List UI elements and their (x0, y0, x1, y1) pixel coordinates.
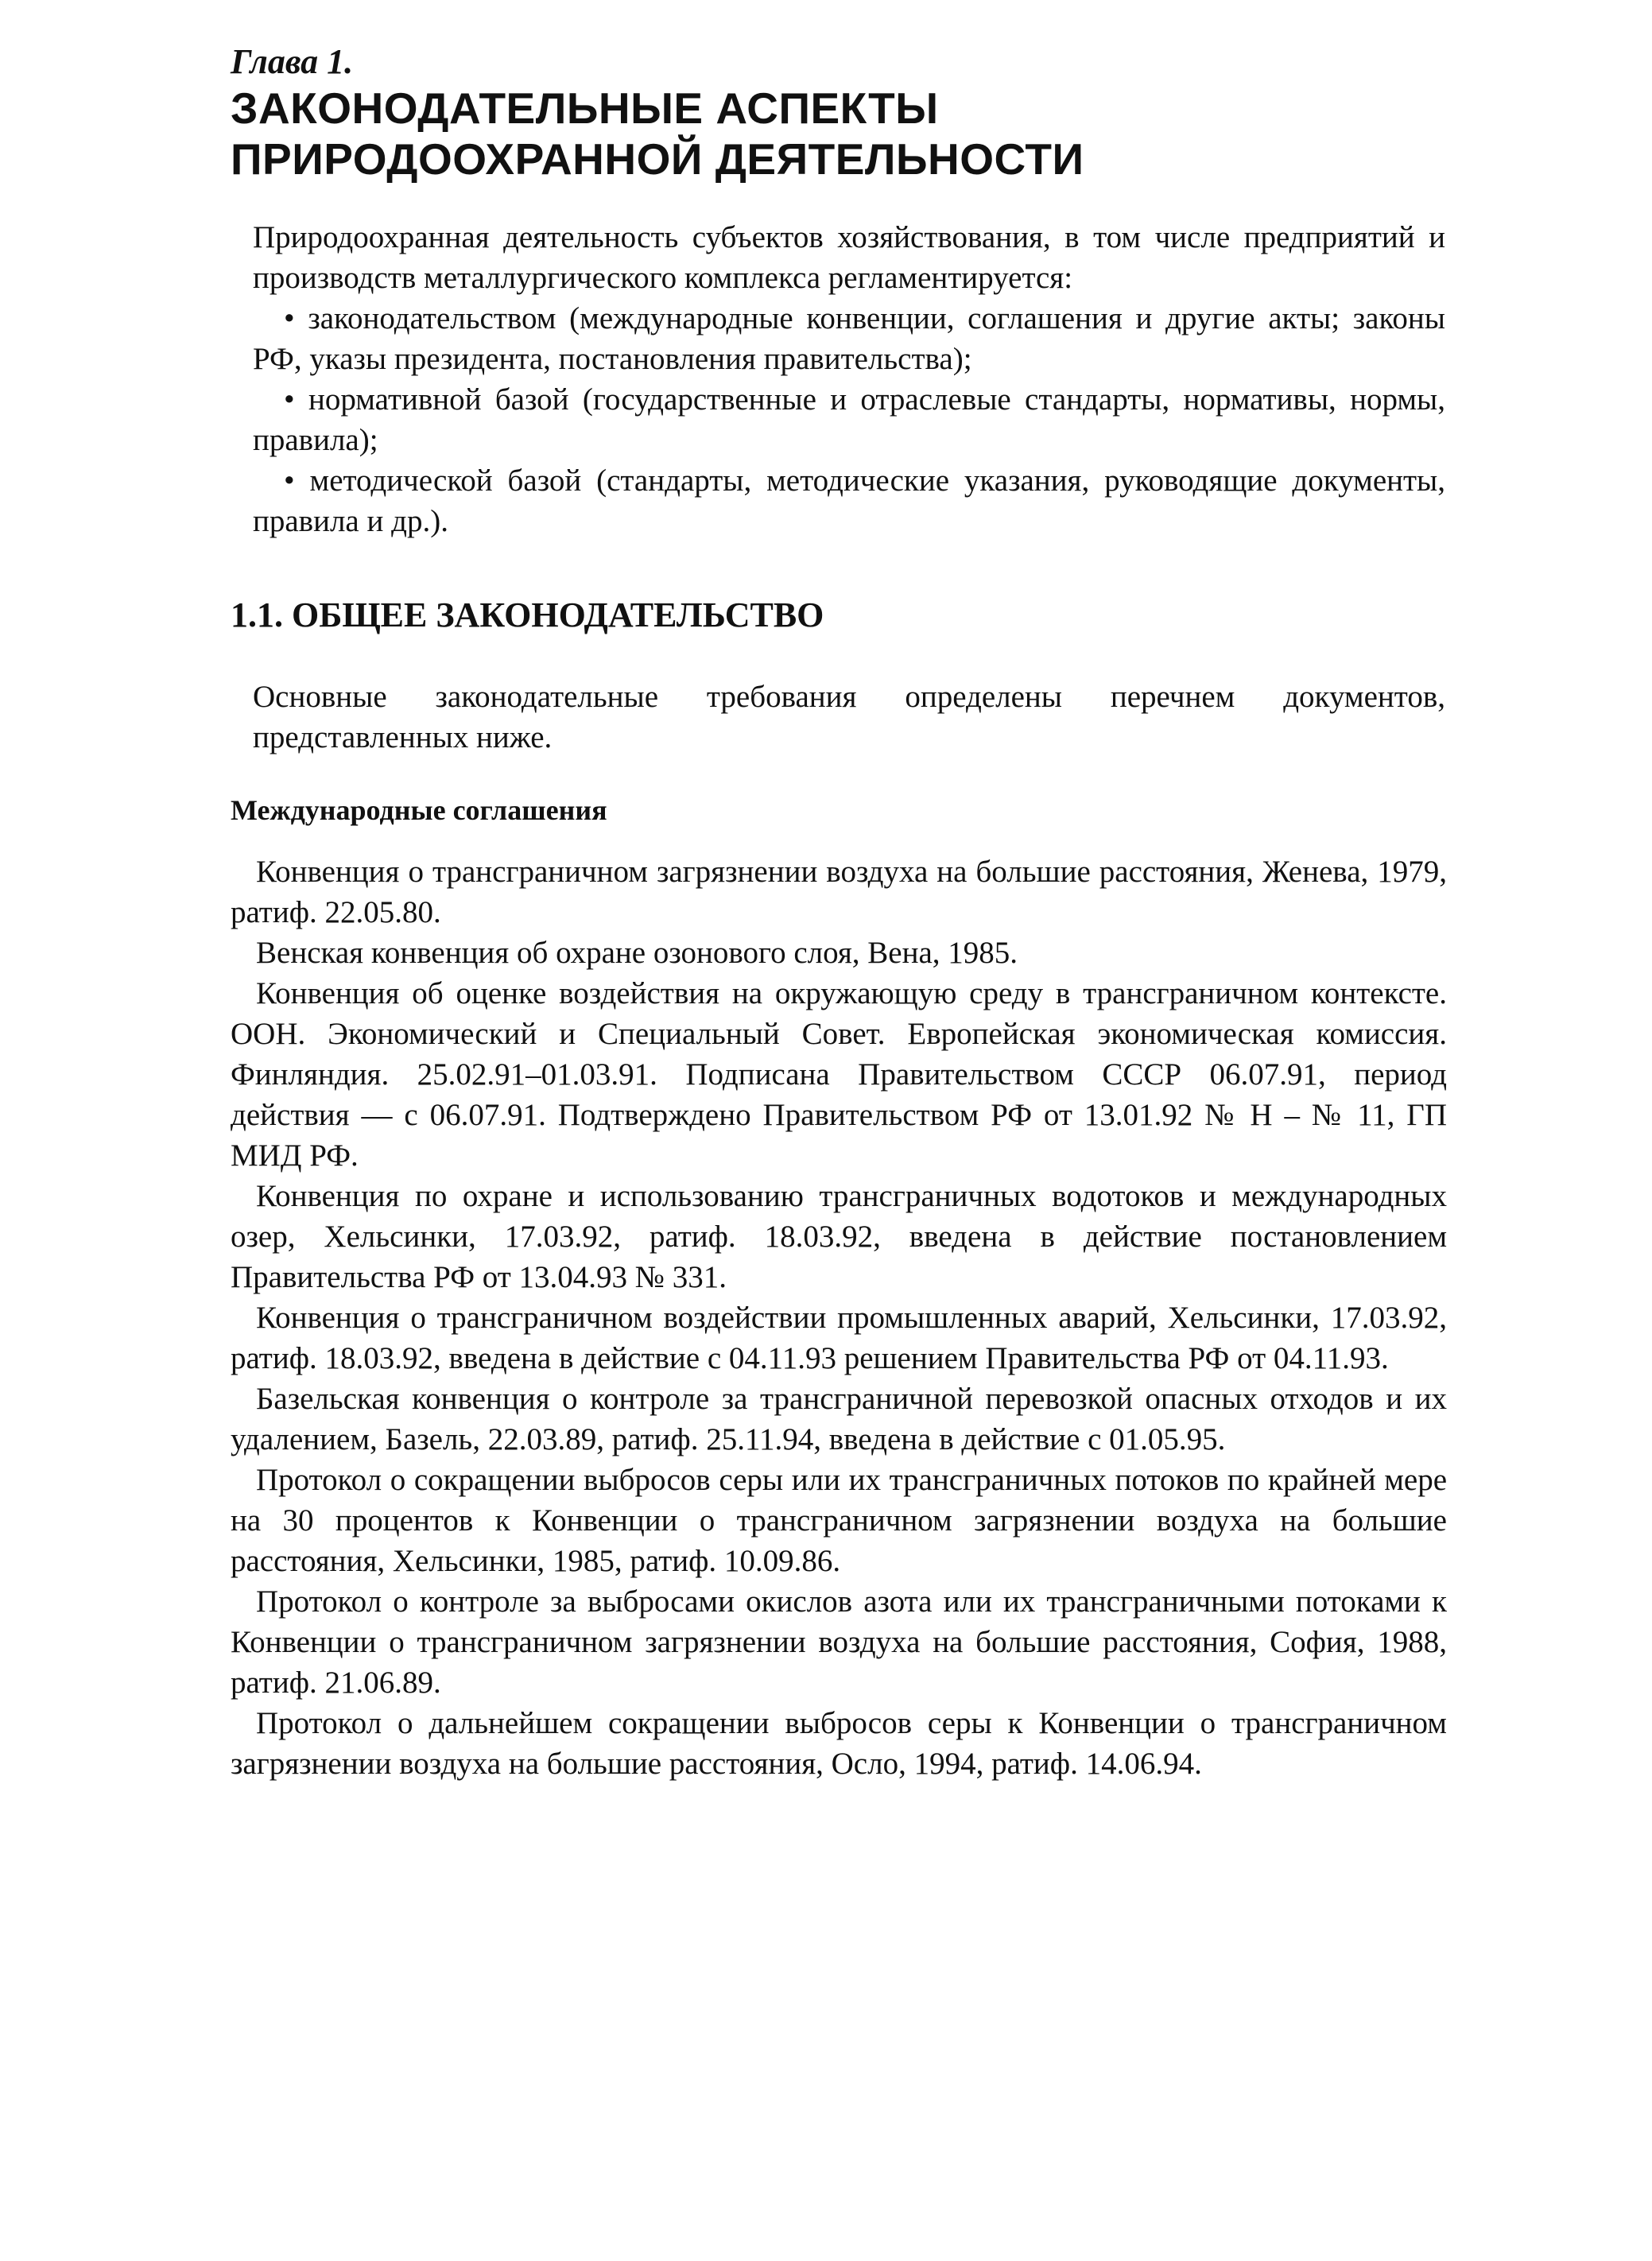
section-intro-paragraph: Основные законодательные требования определены перечнем документов, представленных ниже. (253, 680, 1445, 754)
intro-bullet-normative: • нормативной базой (государственные и отраслевые стандарты, нормативы, нормы, правила); (253, 382, 1445, 457)
subsection-heading: Международные соглашения (231, 794, 607, 826)
agreement-paragraph: Конвенция об оценке воздействия на окружающую среду в трансграничном контексте. ООН. Экономический и Специальный Совет. Европейская экономическая комиссия. Финляндия. 25.02.91–01.03.91. Подписана Правительством СССР 06.07.91, период действия — с 06.07.91. Подтверждено Правительством РФ от 13.01.92 № Н – № 11, ГП МИД РФ. (231, 976, 1447, 1173)
chapter-intro (253, 217, 1445, 541)
chapter-title-line-1: ЗАКОНОДАТЕЛЬНЫЕ АСПЕКТЫ (231, 83, 939, 133)
agreement-paragraph: Протокол о дальнейшем сокращении выбросов серы к Конвенции о трансграничном загрязнении воздуха на большие расстояния, Осло, 1994, ратиф. 14.06.94. (231, 1706, 1447, 1781)
intro-lead-paragraph: Природоохранная деятельность субъектов хозяйствования, в том числе предприятий и производств металлургического комплекса регламентируется: (253, 220, 1445, 295)
intro-bullet-legislation: • законодательством (международные конвенции, соглашения и другие акты; законы РФ, указы президента, постановления правительства); (253, 301, 1445, 376)
agreement-paragraph: Венская конвенция об охране озонового слоя, Вена, 1985. (256, 936, 1018, 970)
chapter-title (231, 83, 1084, 184)
intro-bullet-methodical: • методической базой (стандарты, методические указания, руководящие документы, правила и др.). (253, 463, 1445, 538)
section-heading: 1.1. ОБЩЕЕ ЗАКОНОДАТЕЛЬСТВО (231, 595, 824, 634)
chapter-title-line-2: ПРИРОДООХРАННОЙ ДЕЯТЕЛЬНОСТИ (231, 134, 1084, 184)
agreement-paragraph: Базельская конвенция о контроле за трансграничной перевозкой опасных отходов и их удалением, Базель, 22.03.89, ратиф. 25.11.94, введена в действие с 01.05.95. (231, 1382, 1447, 1456)
agreement-paragraph: Протокол о контроле за выбросами окислов азота или их трансграничными потоками к Конвенции о трансграничном загрязнении воздуха на большие расстояния, София, 1988, ратиф. 21.06.89. (231, 1584, 1447, 1700)
agreement-paragraph: Конвенция о трансграничном загрязнении воздуха на большие расстояния, Женева, 1979, ратиф. 22.05.80. (231, 855, 1447, 929)
agreement-paragraph: Конвенция по охране и использованию трансграничных водотоков и международных озер, Хельсинки, 17.03.92, ратиф. 18.03.92, введена в действие постановлением Правительства РФ от 13.04.93 № 331. (231, 1179, 1447, 1294)
agreement-paragraph: Протокол о сокращении выбросов серы или их трансграничных потоков по крайней мере на 30 процентов к Конвенции о трансграничном загрязнении воздуха на большие расстояния, Хельсинки, 1985, ратиф. 10.09.86. (231, 1463, 1447, 1578)
agreements-list (231, 851, 1447, 1784)
document-page (231, 0, 1447, 2261)
chapter-label: Глава 1. (231, 42, 354, 81)
agreement-paragraph: Конвенция о трансграничном воздействии промышленных аварий, Хельсинки, 17.03.92, ратиф. 18.03.92, введена в действие с 04.11.93 решением Правительства РФ от 04.11.93. (231, 1301, 1447, 1375)
